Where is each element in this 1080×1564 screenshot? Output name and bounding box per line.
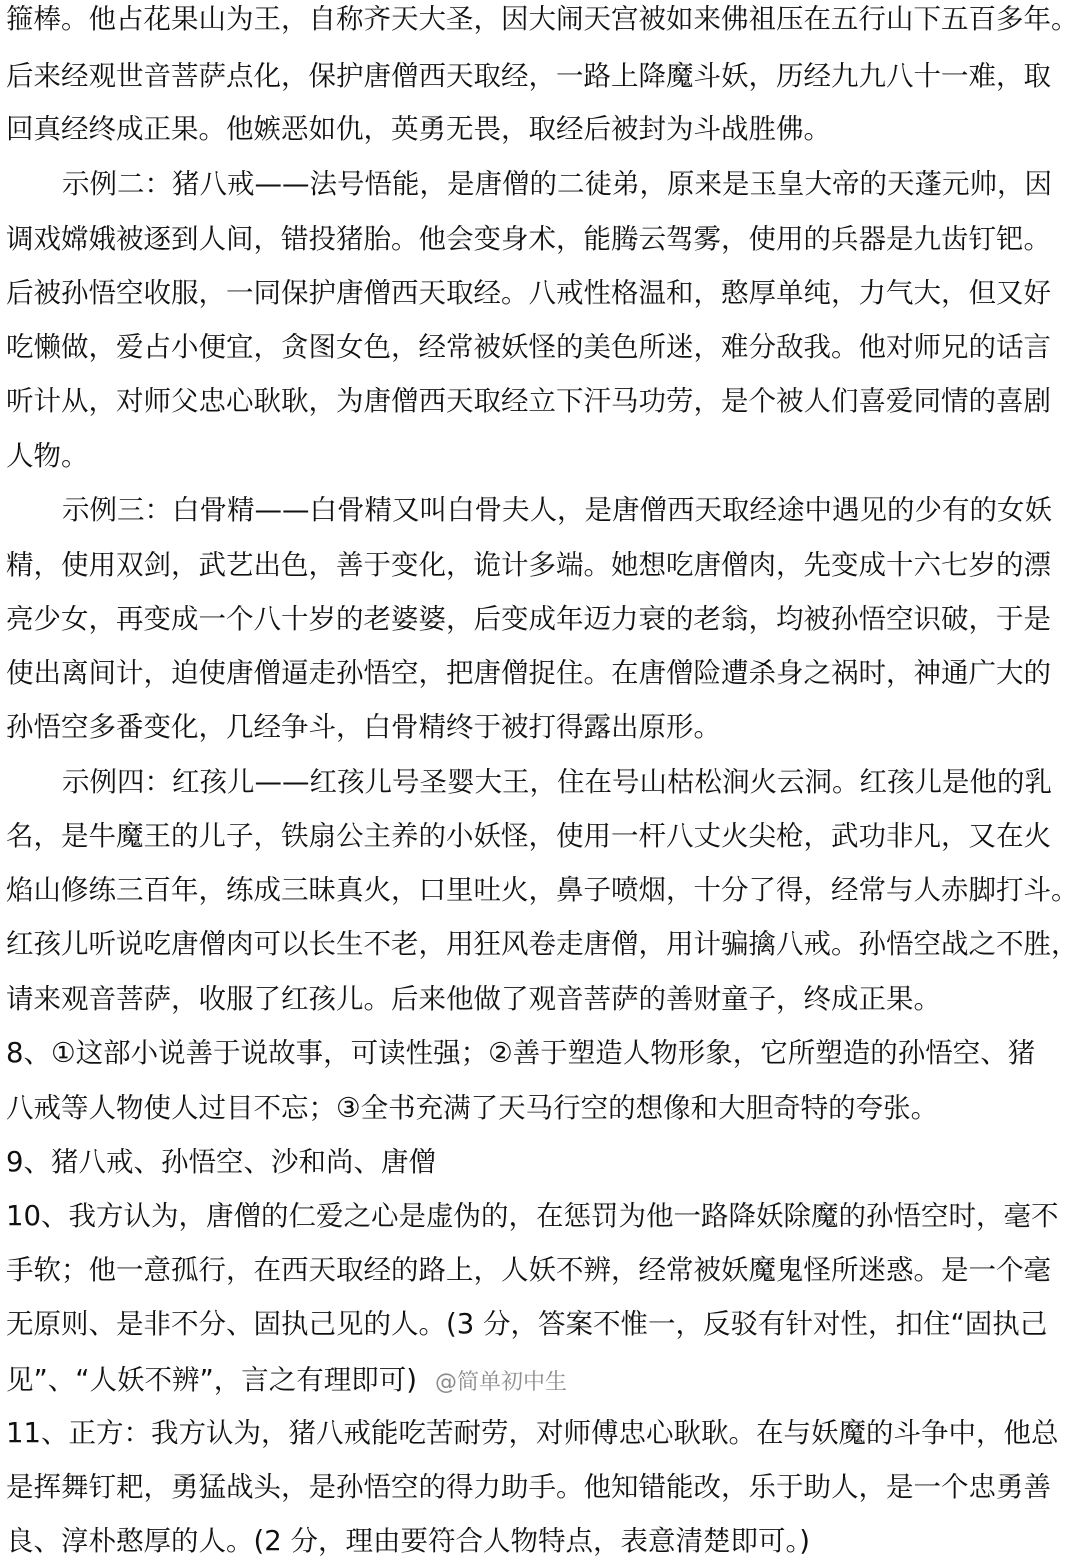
text-line: 请来观音菩萨，收服了红孩儿。后来他做了观音菩萨的善财童子，终成正果。 [6,983,941,1015]
text-line: 八戒等人物使人过目不忘；③全书充满了天马行空的想像和大胆奇特的夸张。 [6,1092,939,1124]
text-line: 是挥舞钉耙，勇猛战头，是孙悟空的得力助手。他知错能改，乐于助人，是一个忠勇善 [6,1471,1051,1503]
text-line: 8、①这部小说善于说故事，可读性强；②善于塑造人物形象，它所塑造的孙悟空、猪 [6,1037,1036,1069]
text-line: 无原则、是非不分、固执己见的人。(3 分，答案不惟一，反驳有针对性，扣住“固执己 [6,1308,1048,1340]
text-line: 回真经终成正果。他嫉恶如仇，英勇无畏，取经后被封为斗战胜佛。 [6,113,831,145]
text-line: 9、猪八戒、孙悟空、沙和尚、唐僧 [6,1146,436,1178]
text-line: 10、我方认为，唐僧的仁爱之心是虚伪的，在惩罚为他一路降妖除魔的孙悟空时，毫不 [6,1200,1059,1232]
text-line: 见”、“人妖不辨”，言之有理即可) [6,1364,417,1396]
text-line: 11、正方：我方认为，猪八戒能吃苦耐劳，对师傅忠心耿耿。在与妖魔的斗争中，他总 [6,1417,1059,1449]
text-line: 后被孙悟空收服，一同保护唐僧西天取经。八戒性格温和，憨厚单纯，力气大，但又好 [6,277,1051,309]
text-line: 人物。 [6,440,89,472]
text-line: 名，是牛魔王的儿子，铁扇公主养的小妖怪，使用一杆八丈火尖枪，武功非凡，又在火 [6,820,1051,852]
text-line: 焰山修练三百年，练成三昧真火，口里吐火，鼻子喷烟，十分了得，经常与人赤脚打斗。 [6,874,1079,906]
text-line: 箍棒。他占花果山为王，自称齐天大圣，因大闹天宫被如来佛祖压在五行山下五百多年。 [6,3,1079,35]
text-line: 红孩儿听说吃唐僧肉可以长生不老，用狂风卷走唐僧，用计骗擒八戒。孙悟空战之不胜， [6,928,1079,960]
text-line: 精，使用双剑，武艺出色，善于变化，诡计多端。她想吃唐僧肉，先变成十六七岁的漂 [6,549,1051,581]
text-line: 后来经观世音菩萨点化，保护唐僧西天取经，一路上降魔斗妖，历经九九八十一难，取 [6,60,1051,92]
text-line: 孙悟空多番变化，几经争斗，白骨精终于被打得露出原形。 [6,711,721,743]
text-line: 调戏嫦娥被逐到人间，错投猪胎。他会变身术，能腾云驾雾，使用的兵器是九齿钉钯。 [6,223,1051,255]
text-line: 亮少女，再变成一个八十岁的老婆婆，后变成年迈力衰的老翁，均被孙悟空识破，于是 [6,603,1051,635]
text-line: 示例三：白骨精——白骨精又叫白骨夫人，是唐僧西天取经途中遇见的少有的女妖 [62,494,1052,526]
text-line: 手软；他一意孤行，在西天取经的路上，人妖不辨，经常被妖魔鬼怪所迷惑。是一个毫 [6,1254,1051,1286]
text-line-with-watermark [6,1361,567,1399]
text-line: 吃懒做，爱占小便宜，贪图女色，经常被妖怪的美色所迷，难分敌我。他对师兄的话言 [6,331,1051,363]
text-line: 使出离间计，迫使唐僧逼走孙悟空，把唐僧捉住。在唐僧险遭杀身之祸时，神通广大的 [6,657,1051,689]
text-line: 良、淳朴憨厚的人。(2 分，理由要符合人物特点，表意清楚即可。) [6,1525,810,1557]
watermark-text: @简单初中生 [434,1370,567,1395]
document-page [6,0,1079,1564]
text-line: 听计从，对师父忠心耿耿，为唐僧西天取经立下汗马功劳，是个被人们喜爱同情的喜剧 [6,385,1051,417]
text-line: 示例二：猪八戒——法号悟能，是唐僧的二徒弟，原来是玉皇大帝的天蓬元帅，因 [62,168,1052,200]
text-line: 示例四：红孩儿——红孩儿号圣婴大王，住在号山枯松涧火云洞。红孩儿是他的乳 [62,766,1052,798]
